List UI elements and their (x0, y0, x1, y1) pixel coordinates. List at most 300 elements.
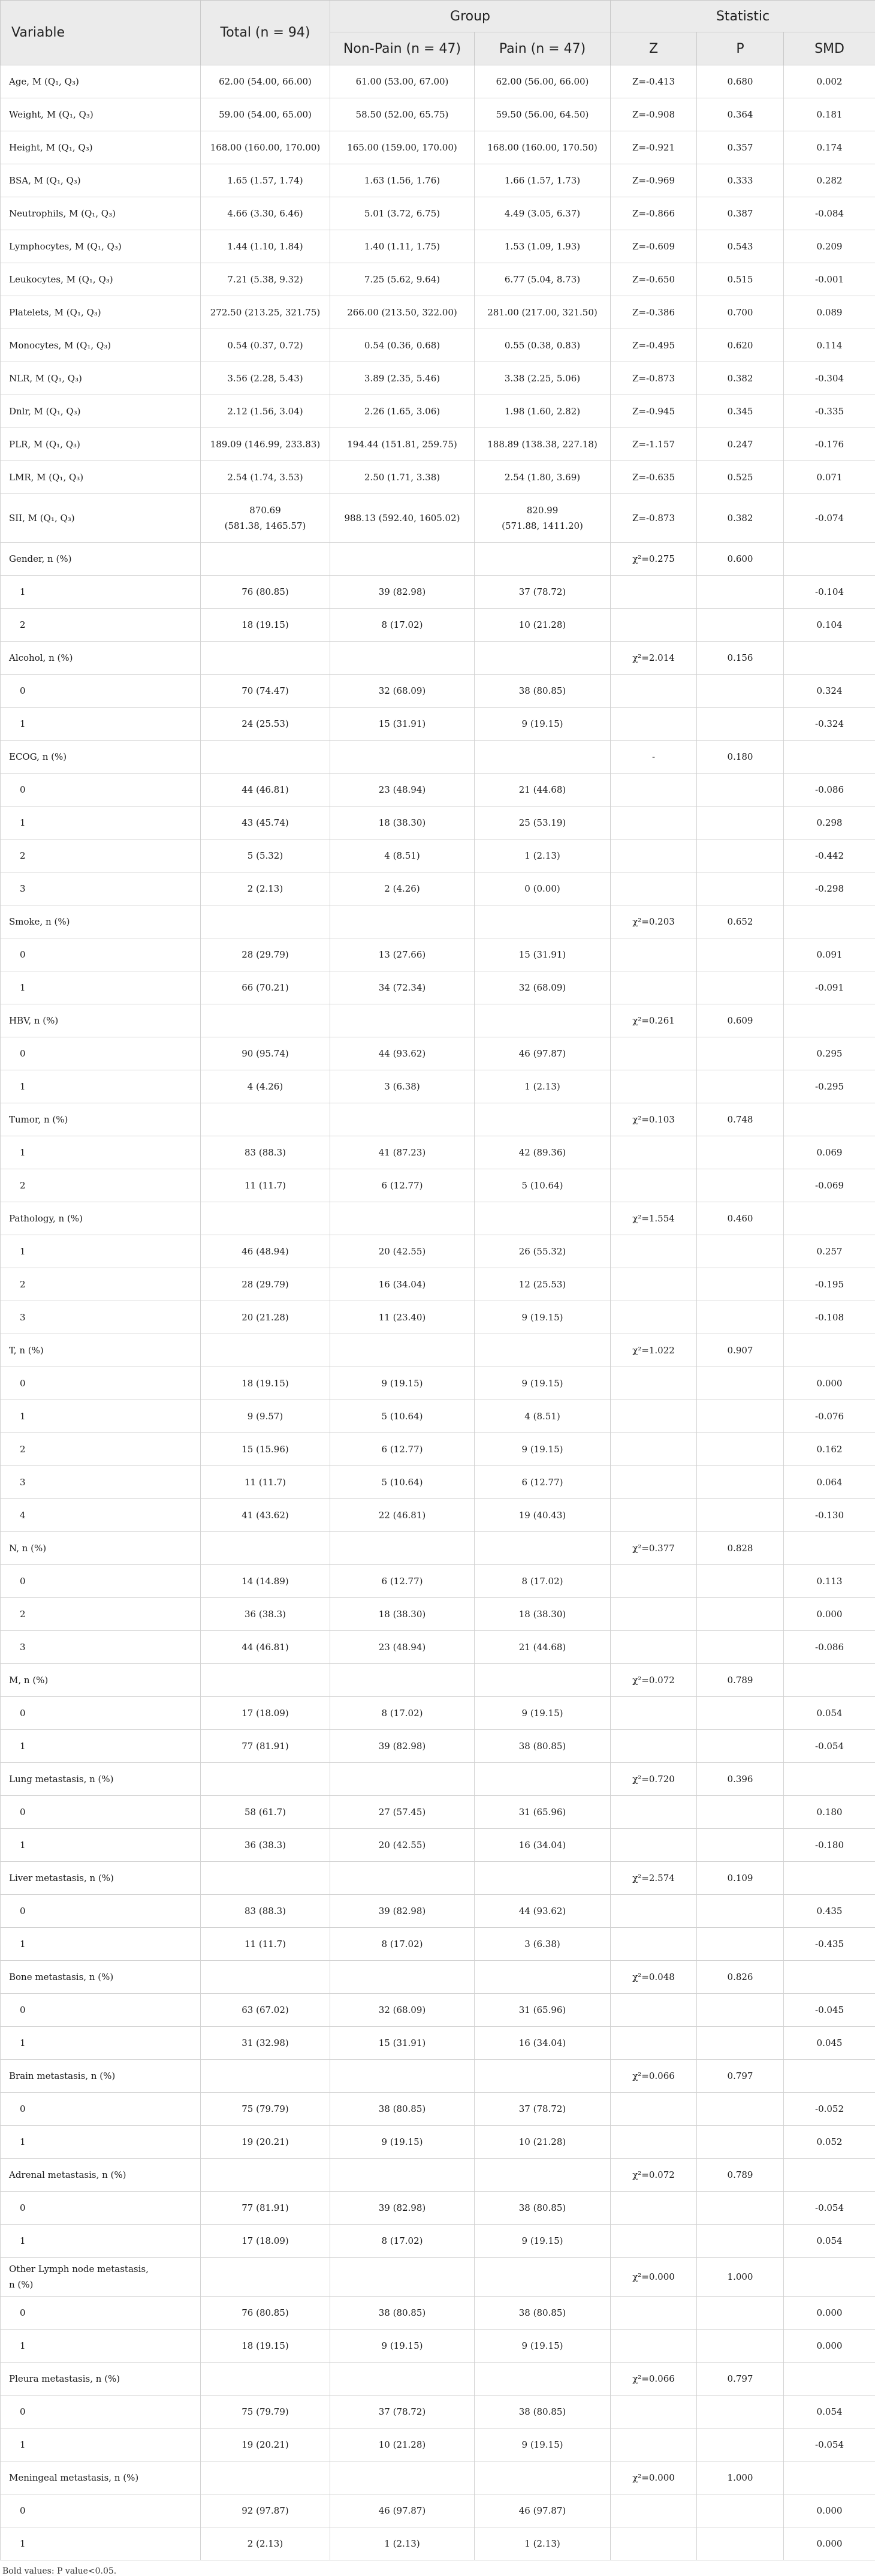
cell-variable: BSA, M (Q₁, Q₃) (1, 164, 201, 197)
cell-total (201, 741, 330, 774)
cell-pain: 9 (19.15) (475, 2428, 611, 2461)
cell-pain: 44 (93.62) (475, 1895, 611, 1928)
cell-z (611, 1433, 697, 1466)
cell-variable: 1 (1, 2027, 201, 2060)
cell-total: 0.54 (0.37, 0.72) (201, 329, 330, 362)
cell-p (697, 1169, 784, 1202)
cell-pain: 9 (19.15) (475, 1367, 611, 1400)
cell-total: 9 (9.57) (201, 1400, 330, 1433)
cell-smd: 0.282 (784, 164, 875, 197)
cell-p (697, 1037, 784, 1070)
cell-pain (475, 1103, 611, 1136)
cell-total (201, 2159, 330, 2192)
cell-total: 77 (81.91) (201, 2192, 330, 2225)
cell-total: 28 (29.79) (201, 938, 330, 971)
cell-pain: 37 (78.72) (475, 2093, 611, 2126)
cell-z (611, 2527, 697, 2560)
cell-pain (475, 1961, 611, 1994)
cell-non-pain: 5 (10.64) (330, 1466, 475, 1499)
table-row (1, 296, 875, 329)
table-row (1, 1994, 875, 2027)
cell-p: 0.907 (697, 1334, 784, 1367)
cell-non-pain: 13 (27.66) (330, 938, 475, 971)
cell-pain: 15 (31.91) (475, 938, 611, 971)
cell-total: 83 (88.3) (201, 1136, 330, 1169)
cell-total: 189.09 (146.99, 233.83) (201, 428, 330, 461)
cell-non-pain (330, 1334, 475, 1367)
cell-z: - (611, 741, 697, 774)
cell-total: 17 (18.09) (201, 1697, 330, 1730)
cell-pain (475, 1532, 611, 1565)
cell-non-pain: 8 (17.02) (330, 609, 475, 642)
cell-total (201, 1004, 330, 1037)
cell-variable: 0 (1, 2093, 201, 2126)
cell-total: 1.44 (1.10, 1.84) (201, 230, 330, 263)
cell-non-pain: 8 (17.02) (330, 1697, 475, 1730)
cell-p: 0.748 (697, 1103, 784, 1136)
cell-variable: 0 (1, 2396, 201, 2428)
cell-smd: 0.054 (784, 2396, 875, 2428)
cell-z: Z=-0.609 (611, 230, 697, 263)
table-row (1, 2461, 875, 2494)
cell-variable: 0 (1, 1037, 201, 1070)
header-variable: Variable (1, 1, 201, 65)
cell-total: 18 (19.15) (201, 2330, 330, 2363)
cell-pain: 46 (97.87) (475, 1037, 611, 1070)
cell-variable: 1 (1, 1136, 201, 1169)
cell-pain (475, 1862, 611, 1895)
cell-z (611, 1829, 697, 1862)
table-row (1, 2396, 875, 2428)
cell-variable: Pleura metastasis, n (%) (1, 2363, 201, 2396)
cell-z (611, 2093, 697, 2126)
table-row (1, 609, 875, 642)
cell-variable: 0 (1, 1796, 201, 1829)
cell-variable: 2 (1, 839, 201, 872)
cell-z (611, 2225, 697, 2258)
cell-non-pain (330, 1532, 475, 1565)
cell-pain (475, 1664, 611, 1697)
cell-pain (475, 2258, 611, 2297)
cell-total: 66 (70.21) (201, 971, 330, 1004)
cell-smd (784, 1004, 875, 1037)
table-row (1, 1202, 875, 1235)
cell-non-pain: 6 (12.77) (330, 1433, 475, 1466)
table-row (1, 2126, 875, 2159)
cell-smd (784, 1664, 875, 1697)
table-row (1, 164, 875, 197)
cell-pain: 6.77 (5.04, 8.73) (475, 263, 611, 296)
cell-variable: 0 (1, 1367, 201, 1400)
cell-smd: 0.000 (784, 2330, 875, 2363)
cell-smd (784, 1103, 875, 1136)
cell-total (201, 1664, 330, 1697)
cell-z (611, 576, 697, 609)
cell-pain: 38 (80.85) (475, 1730, 611, 1763)
cell-non-pain: 44 (93.62) (330, 1037, 475, 1070)
cell-smd: 0.052 (784, 2126, 875, 2159)
table-row (1, 2060, 875, 2093)
cell-non-pain (330, 1961, 475, 1994)
cell-smd (784, 1763, 875, 1796)
cell-variable: 0 (1, 2297, 201, 2330)
cell-pain: 3.38 (2.25, 5.06) (475, 362, 611, 395)
cell-p (697, 1301, 784, 1334)
cell-smd: 0.069 (784, 1136, 875, 1169)
cell-z (611, 1169, 697, 1202)
cell-pain: 8 (17.02) (475, 1565, 611, 1598)
cell-smd: -0.045 (784, 1994, 875, 2027)
table-row (1, 2159, 875, 2192)
header-smd: SMD (784, 32, 875, 65)
cell-non-pain (330, 2060, 475, 2093)
table-row (1, 263, 875, 296)
cell-smd: -0.084 (784, 197, 875, 230)
cell-non-pain: 39 (82.98) (330, 1895, 475, 1928)
cell-p: 0.156 (697, 642, 784, 675)
cell-variable: 1 (1, 1829, 201, 1862)
table-row (1, 1268, 875, 1301)
cell-non-pain: 6 (12.77) (330, 1169, 475, 1202)
cell-p: 0.797 (697, 2060, 784, 2093)
cell-pain: 25 (53.19) (475, 806, 611, 839)
table-row (1, 1400, 875, 1433)
cell-variable: 1 (1, 1400, 201, 1433)
cell-non-pain: 20 (42.55) (330, 1829, 475, 1862)
cell-variable: 0 (1, 1895, 201, 1928)
cell-z (611, 1730, 697, 1763)
cell-total: 31 (32.98) (201, 2027, 330, 2060)
cell-variable: Liver metastasis, n (%) (1, 1862, 201, 1895)
cell-pain (475, 2159, 611, 2192)
cell-smd: 0.002 (784, 65, 875, 98)
cell-smd (784, 1961, 875, 1994)
table-row (1, 1301, 875, 1334)
table-row (1, 1697, 875, 1730)
cell-total: 7.21 (5.38, 9.32) (201, 263, 330, 296)
cell-z: χ²=0.072 (611, 2159, 697, 2192)
table-row (1, 543, 875, 576)
cell-pain: 31 (65.96) (475, 1994, 611, 2027)
cell-variable: 3 (1, 1631, 201, 1664)
cell-smd: 0.064 (784, 1466, 875, 1499)
cell-total (201, 2258, 330, 2297)
cell-z (611, 1631, 697, 1664)
cell-non-pain (330, 905, 475, 938)
table-row (1, 1565, 875, 1598)
cell-z: Z=-0.945 (611, 395, 697, 428)
table-row (1, 494, 875, 543)
cell-total: 36 (38.3) (201, 1829, 330, 1862)
cell-smd: 0.071 (784, 461, 875, 494)
cell-smd: 0.295 (784, 1037, 875, 1070)
cell-variable: Platelets, M (Q₁, Q₃) (1, 296, 201, 329)
cell-variable: 2 (1, 1598, 201, 1631)
cell-variable: Weight, M (Q₁, Q₃) (1, 98, 201, 131)
table-row (1, 2093, 875, 2126)
table-row (1, 230, 875, 263)
cell-pain: 9 (19.15) (475, 1301, 611, 1334)
cell-non-pain (330, 642, 475, 675)
cell-non-pain: 41 (87.23) (330, 1136, 475, 1169)
cell-variable: 1 (1, 1928, 201, 1961)
cell-total: 83 (88.3) (201, 1895, 330, 1928)
header-non-pain: Non-Pain (n = 47) (330, 32, 475, 65)
cell-p (697, 708, 784, 741)
cell-p: 0.700 (697, 296, 784, 329)
table-row (1, 395, 875, 428)
cell-pain (475, 1334, 611, 1367)
cell-total: 11 (11.7) (201, 1928, 330, 1961)
cell-p (697, 576, 784, 609)
cell-smd: -0.069 (784, 1169, 875, 1202)
cell-smd: 0.091 (784, 938, 875, 971)
cell-p (697, 774, 784, 806)
cell-non-pain: 15 (31.91) (330, 708, 475, 741)
table-row (1, 1004, 875, 1037)
cell-non-pain: 4 (8.51) (330, 839, 475, 872)
cell-non-pain: 9 (19.15) (330, 2330, 475, 2363)
cell-p: 0.789 (697, 1664, 784, 1697)
cell-pain: 38 (80.85) (475, 675, 611, 708)
cell-z: χ²=0.203 (611, 905, 697, 938)
cell-variable: Dnlr, M (Q₁, Q₃) (1, 395, 201, 428)
cell-p: 0.247 (697, 428, 784, 461)
cell-p: 0.382 (697, 362, 784, 395)
cell-non-pain: 39 (82.98) (330, 576, 475, 609)
cell-pain: 19 (40.43) (475, 1499, 611, 1532)
header-group: Group (330, 1, 611, 32)
table-row (1, 1499, 875, 1532)
cell-total: 5 (5.32) (201, 839, 330, 872)
cell-non-pain (330, 1004, 475, 1037)
cell-variable: 2 (1, 1169, 201, 1202)
cell-smd: -0.086 (784, 774, 875, 806)
cell-p (697, 1895, 784, 1928)
cell-total: 15 (15.96) (201, 1433, 330, 1466)
table-row (1, 642, 875, 675)
cell-z: Z=-0.635 (611, 461, 697, 494)
cell-total: 59.00 (54.00, 65.00) (201, 98, 330, 131)
cell-non-pain: 194.44 (151.81, 259.75) (330, 428, 475, 461)
cell-smd: -0.180 (784, 1829, 875, 1862)
cell-p (697, 1400, 784, 1433)
cell-smd: 0.089 (784, 296, 875, 329)
cell-total (201, 1334, 330, 1367)
cell-smd: -0.001 (784, 263, 875, 296)
cell-z: Z=-0.921 (611, 131, 697, 164)
cell-smd: -0.054 (784, 2192, 875, 2225)
cell-variable: Bone metastasis, n (%) (1, 1961, 201, 1994)
cell-z (611, 938, 697, 971)
cell-p: 0.543 (697, 230, 784, 263)
cell-total: 4 (4.26) (201, 1070, 330, 1103)
table-row (1, 2258, 875, 2297)
cell-pain (475, 1004, 611, 1037)
cell-pain: 42 (89.36) (475, 1136, 611, 1169)
cell-variable: 4 (1, 1499, 201, 1532)
table-row (1, 1598, 875, 1631)
cell-smd: -0.054 (784, 2428, 875, 2461)
cell-z: Z=-0.413 (611, 65, 697, 98)
cell-p (697, 872, 784, 905)
cell-z (611, 2297, 697, 2330)
cell-smd (784, 642, 875, 675)
table-row (1, 1136, 875, 1169)
cell-non-pain: 39 (82.98) (330, 1730, 475, 1763)
cell-total: 41 (43.62) (201, 1499, 330, 1532)
cell-total: 92 (97.87) (201, 2494, 330, 2527)
cell-p (697, 806, 784, 839)
cell-total: 44 (46.81) (201, 1631, 330, 1664)
cell-z: χ²=1.022 (611, 1334, 697, 1367)
cell-non-pain: 8 (17.02) (330, 2225, 475, 2258)
cell-pain (475, 1202, 611, 1235)
cell-p (697, 938, 784, 971)
header-p: P (697, 32, 784, 65)
cell-z (611, 2027, 697, 2060)
table-row (1, 905, 875, 938)
table-footnote: Bold values: P value<0.05. (0, 2560, 875, 2576)
cell-z (611, 1400, 697, 1433)
cell-p: 0.797 (697, 2363, 784, 2396)
cell-total: 28 (29.79) (201, 1268, 330, 1301)
cell-non-pain (330, 741, 475, 774)
cell-total: 77 (81.91) (201, 1730, 330, 1763)
table-row (1, 1961, 875, 1994)
cell-p (697, 1565, 784, 1598)
table-row (1, 774, 875, 806)
cell-pain: 18 (38.30) (475, 1598, 611, 1631)
cell-pain: 9 (19.15) (475, 708, 611, 741)
cell-variable: 3 (1, 1301, 201, 1334)
cell-variable: 3 (1, 1466, 201, 1499)
cell-non-pain: 3 (6.38) (330, 1070, 475, 1103)
cell-total: 19 (20.21) (201, 2428, 330, 2461)
cell-total (201, 1532, 330, 1565)
cell-variable: 2 (1, 609, 201, 642)
cell-smd: 0.054 (784, 2225, 875, 2258)
cell-z: Z=-0.969 (611, 164, 697, 197)
cell-pain: 31 (65.96) (475, 1796, 611, 1829)
cell-z (611, 1301, 697, 1334)
cell-variable: Pathology, n (%) (1, 1202, 201, 1235)
cell-smd: 0.000 (784, 1598, 875, 1631)
cell-smd (784, 2258, 875, 2297)
cell-smd: 0.113 (784, 1565, 875, 1598)
cell-smd: 0.054 (784, 1697, 875, 1730)
cell-total: 44 (46.81) (201, 774, 330, 806)
cell-z (611, 839, 697, 872)
cell-variable: 2 (1, 1268, 201, 1301)
cell-variable: Smoke, n (%) (1, 905, 201, 938)
cell-z: χ²=0.000 (611, 2258, 697, 2297)
cell-p: 0.109 (697, 1862, 784, 1895)
cell-p (697, 1367, 784, 1400)
cell-total: 168.00 (160.00, 170.00) (201, 131, 330, 164)
cell-smd: -0.130 (784, 1499, 875, 1532)
cell-non-pain: 38 (80.85) (330, 2297, 475, 2330)
cell-non-pain: 988.13 (592.40, 1605.02) (330, 494, 475, 543)
cell-p (697, 2126, 784, 2159)
cell-non-pain: 22 (46.81) (330, 1499, 475, 1532)
table-row (1, 98, 875, 131)
cell-pain (475, 2060, 611, 2093)
cell-p: 0.652 (697, 905, 784, 938)
cell-total: 62.00 (54.00, 66.00) (201, 65, 330, 98)
cell-total: 4.66 (3.30, 6.46) (201, 197, 330, 230)
cell-total (201, 543, 330, 576)
table-row (1, 839, 875, 872)
cell-pain: 0 (0.00) (475, 872, 611, 905)
cell-z: χ²=0.377 (611, 1532, 697, 1565)
table-body (1, 65, 875, 2560)
table-row (1, 461, 875, 494)
cell-p (697, 2225, 784, 2258)
cell-non-pain (330, 2363, 475, 2396)
cell-pain: 38 (80.85) (475, 2192, 611, 2225)
cell-pain: 188.89 (138.38, 227.18) (475, 428, 611, 461)
cell-variable: 3 (1, 872, 201, 905)
cell-variable: Neutrophils, M (Q₁, Q₃) (1, 197, 201, 230)
cell-non-pain: 23 (48.94) (330, 1631, 475, 1664)
cell-non-pain: 58.50 (52.00, 65.75) (330, 98, 475, 131)
cell-smd (784, 2159, 875, 2192)
cell-p (697, 839, 784, 872)
cell-total: 18 (19.15) (201, 1367, 330, 1400)
cell-total: 3.56 (2.28, 5.43) (201, 362, 330, 395)
table-row (1, 1367, 875, 1400)
cell-pain: 168.00 (160.00, 170.50) (475, 131, 611, 164)
cell-variable: Lymphocytes, M (Q₁, Q₃) (1, 230, 201, 263)
cell-variable: 0 (1, 675, 201, 708)
cell-pain: 1 (2.13) (475, 839, 611, 872)
header-statistic: Statistic (611, 1, 875, 32)
cell-z (611, 872, 697, 905)
cell-z: Z=-0.866 (611, 197, 697, 230)
cell-smd: -0.442 (784, 839, 875, 872)
cell-p (697, 1697, 784, 1730)
cell-total: 46 (48.94) (201, 1235, 330, 1268)
cell-total (201, 1862, 330, 1895)
cell-variable: 0 (1, 2494, 201, 2527)
table-row (1, 2494, 875, 2527)
cell-p (697, 1466, 784, 1499)
cell-total: 17 (18.09) (201, 2225, 330, 2258)
table-row (1, 197, 875, 230)
cell-pain: 9 (19.15) (475, 1697, 611, 1730)
cell-total: 19 (20.21) (201, 2126, 330, 2159)
cell-z (611, 708, 697, 741)
table-row (1, 2363, 875, 2396)
cell-variable: Alcohol, n (%) (1, 642, 201, 675)
cell-smd: 0.209 (784, 230, 875, 263)
cell-z (611, 1136, 697, 1169)
cell-variable: 0 (1, 2192, 201, 2225)
table-row (1, 1532, 875, 1565)
cell-z (611, 1565, 697, 1598)
cell-pain: 2.54 (1.80, 3.69) (475, 461, 611, 494)
cell-z (611, 2126, 697, 2159)
cell-variable: Height, M (Q₁, Q₃) (1, 131, 201, 164)
cell-z: χ²=0.000 (611, 2461, 697, 2494)
cell-variable: NLR, M (Q₁, Q₃) (1, 362, 201, 395)
cell-variable: Leukocytes, M (Q₁, Q₃) (1, 263, 201, 296)
cell-total (201, 905, 330, 938)
cell-non-pain: 16 (34.04) (330, 1268, 475, 1301)
cell-p: 0.620 (697, 329, 784, 362)
cell-smd: -0.104 (784, 576, 875, 609)
